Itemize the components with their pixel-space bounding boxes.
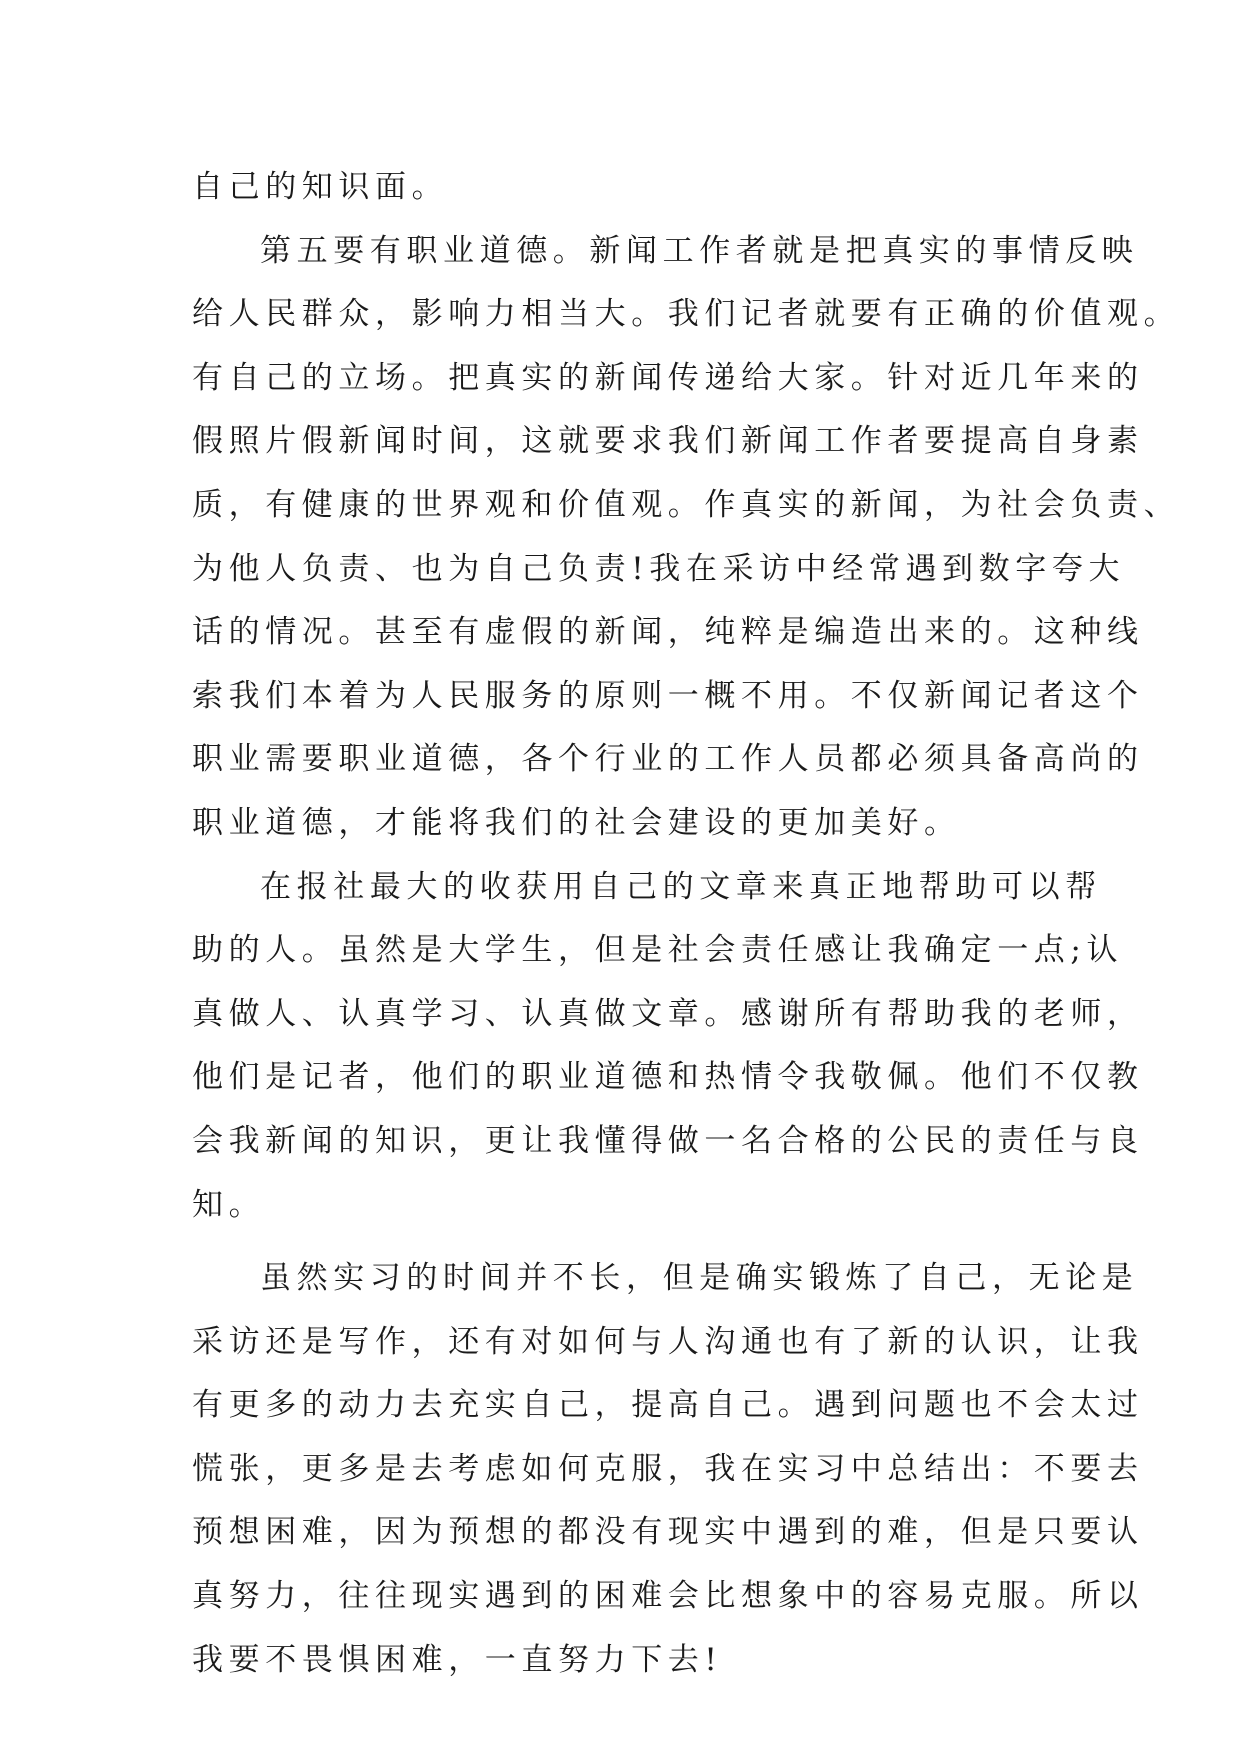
paragraph-2	[192, 220, 1181, 856]
text-line: 话的情况。甚至有虚假的新闻，纯粹是编造出来的。这种线	[192, 614, 1144, 651]
text-line: 我要不畏惧困难，一直努力下去!	[192, 1641, 723, 1678]
text-line: 慌张，更多是去考虑如何克服，我在实习中总结出：不要去	[192, 1450, 1144, 1487]
text-line: 有更多的动力去充实自己，提高自己。遇到问题也不会太过	[192, 1387, 1144, 1424]
text-line: 虽然实习的时间并不长，但是确实锻炼了自己，无论是	[260, 1260, 1139, 1297]
text-line: 采访还是写作，还有对如何与人沟通也有了新的认识，让我	[192, 1323, 1144, 1360]
text-line: 知。	[192, 1186, 266, 1223]
text-line: 假照片假新闻时间，这就要求我们新闻工作者要提高自身素	[192, 423, 1144, 460]
text-line: 自己的知识面。	[192, 169, 449, 205]
text-line: 在报社最大的收获用自己的文章来真正地帮助可以帮	[260, 868, 1102, 905]
text-line: 给人民群众，影响力相当大。我们记者就要有正确的价值观。	[192, 296, 1181, 333]
text-line: 有自己的立场。把真实的新闻传递给大家。针对近几年来的	[192, 359, 1144, 396]
text-line: 索我们本着为人民服务的原则一概不用。不仅新闻记者这个	[192, 677, 1144, 714]
text-line: 质，有健康的世界观和价值观。作真实的新闻，为社会负责、	[192, 486, 1181, 523]
text-line: 预想困难，因为预想的都没有现实中遇到的难，但是只要认	[192, 1514, 1144, 1551]
text-line: 真做人、认真学习、认真做文章。感谢所有帮助我的老师，	[192, 995, 1144, 1032]
text-line: 会我新闻的知识，更让我懂得做一名合格的公民的责任与良	[192, 1122, 1144, 1159]
text-line: 他们是记者，他们的职业道德和热情令我敬佩。他们不仅教	[192, 1059, 1144, 1096]
text-line: 职业需要职业道德，各个行业的工作人员都必须具备高尚的	[192, 741, 1144, 778]
text-line: 职业道德，才能将我们的社会建设的更加美好。	[192, 804, 961, 841]
text-line: 助的人。虽然是大学生，但是社会责任感让我确定一点;认	[192, 932, 1124, 969]
paragraph-4	[192, 1247, 1144, 1692]
text-line: 为他人负责、也为自己负责!我在采访中经常遇到数字夸大	[192, 550, 1126, 587]
paragraph-1	[192, 156, 1060, 220]
text-line: 第五要有职业道德。新闻工作者就是把真实的事情反映	[260, 232, 1139, 269]
paragraph-3	[192, 856, 1144, 1238]
text-line: 真努力，往往现实遇到的困难会比想象中的容易克服。所以	[192, 1578, 1144, 1615]
document-body	[192, 156, 1181, 1692]
